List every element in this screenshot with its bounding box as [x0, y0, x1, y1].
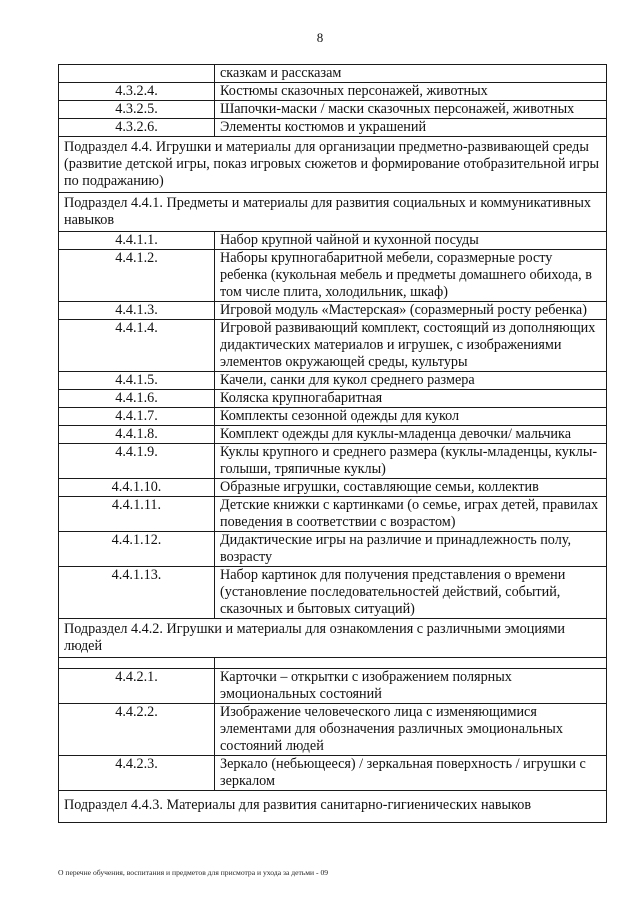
item-code: 4.3.2.6.: [59, 119, 215, 137]
item-code: 4.4.1.12.: [59, 532, 215, 567]
item-code: 4.3.2.5.: [59, 101, 215, 119]
table-row: [59, 567, 607, 619]
item-description: Изображение человеческого лица с изменяющимися элементами для обозначения различных эмоциональных состояний людей: [215, 704, 607, 756]
table-row: [59, 497, 607, 532]
table-row: [59, 479, 607, 497]
item-description: Комплекты сезонной одежды для кукол: [215, 408, 607, 426]
item-description: Карточки – открытки с изображением полярных эмоциональных состояний: [215, 669, 607, 704]
table-row: [59, 232, 607, 250]
item-description: Шапочки-маски / маски сказочных персонажей, животных: [215, 101, 607, 119]
table-row: [59, 426, 607, 444]
spacer-cell: [59, 658, 215, 669]
item-code: 4.4.2.1.: [59, 669, 215, 704]
item-code: 4.4.1.4.: [59, 320, 215, 372]
table-row: [59, 101, 607, 119]
section-heading-4-4-3: Подраздел 4.4.3. Материалы для развития санитарно-гигиенических навыков: [59, 791, 607, 823]
item-description: Дидактические игры на различие и принадлежность полу, возрасту: [215, 532, 607, 567]
section-row: [59, 193, 607, 232]
item-description: Образные игрушки, составляющие семьи, коллектив: [215, 479, 607, 497]
table-row: [59, 444, 607, 479]
item-description: Куклы крупного и среднего размера (куклы-младенцы, куклы-голыши, тряпичные куклы): [215, 444, 607, 479]
table-row: [59, 756, 607, 791]
item-code: 4.4.1.11.: [59, 497, 215, 532]
table-row: [59, 408, 607, 426]
table-row: [59, 390, 607, 408]
table-row: [59, 704, 607, 756]
equipment-table: [58, 64, 607, 823]
item-description: Костюмы сказочных персонажей, животных: [215, 83, 607, 101]
table-row: [59, 669, 607, 704]
item-code: 4.4.1.13.: [59, 567, 215, 619]
item-description: Коляска крупногабаритная: [215, 390, 607, 408]
item-code: 4.3.2.4.: [59, 83, 215, 101]
document-footer: О перечне обучения, воспитания и предметов для присмотра и ухода за детьми - 09: [58, 868, 329, 877]
item-description: Элементы костюмов и украшений: [215, 119, 607, 137]
section-row: [59, 137, 607, 193]
item-description: Зеркало (небьющееся) / зеркальная поверхность / игрушки с зеркалом: [215, 756, 607, 791]
item-description: сказкам и рассказам: [215, 65, 607, 83]
table-row: [59, 320, 607, 372]
item-description: Набор крупной чайной и кухонной посуды: [215, 232, 607, 250]
page-number: 8: [316, 30, 324, 45]
spacer-cell: [215, 658, 607, 669]
table-row: [59, 302, 607, 320]
table-row: [59, 250, 607, 302]
item-code: [59, 65, 215, 83]
item-code: 4.4.1.9.: [59, 444, 215, 479]
item-code: 4.4.1.3.: [59, 302, 215, 320]
item-code: 4.4.2.3.: [59, 756, 215, 791]
item-code: 4.4.1.10.: [59, 479, 215, 497]
item-code: 4.4.2.2.: [59, 704, 215, 756]
table-row: [59, 532, 607, 567]
item-code: 4.4.1.5.: [59, 372, 215, 390]
table-row: [59, 65, 607, 83]
item-description: Детские книжки с картинками (о семье, играх детей, правилах поведения в соответствии с возрастом): [215, 497, 607, 532]
section-heading-4-4-1: Подраздел 4.4.1. Предметы и материалы для развития социальных и коммуникативных навыков: [59, 193, 607, 232]
item-description: Игровой развивающий комплект, состоящий из дополняющих дидактических материалов и игрушек, с изображениями элементов окружающей среды, культуры: [215, 320, 607, 372]
item-code: 4.4.1.1.: [59, 232, 215, 250]
item-code: 4.4.1.8.: [59, 426, 215, 444]
section-heading-4-4: Подраздел 4.4. Игрушки и материалы для организации предметно-развивающей среды (развитие детской игры, показ игровых сюжетов и формирование отобразительной игры по подражанию): [59, 137, 607, 193]
table-row: [59, 119, 607, 137]
section-row: [59, 791, 607, 823]
item-code: 4.4.1.7.: [59, 408, 215, 426]
item-description: Наборы крупногабаритной мебели, соразмерные росту ребенка (кукольная мебель и предметы домашнего обихода, в том числе плита, холодильник, шкаф): [215, 250, 607, 302]
item-description: Игровой модуль «Мастерская» (соразмерный росту ребенка): [215, 302, 607, 320]
item-description: Комплект одежды для куклы-младенца девочки/ мальчика: [215, 426, 607, 444]
item-description: Качели, санки для кукол среднего размера: [215, 372, 607, 390]
table-row: [59, 372, 607, 390]
item-code: 4.4.1.2.: [59, 250, 215, 302]
section-row: [59, 619, 607, 658]
section-heading-4-4-2: Подраздел 4.4.2. Игрушки и материалы для ознакомления с различными эмоциями людей: [59, 619, 607, 658]
item-code: 4.4.1.6.: [59, 390, 215, 408]
table-row: [59, 83, 607, 101]
spacer-row: [59, 658, 607, 669]
item-description: Набор картинок для получения представления о времени (установление последовательностей действий, событий, сказочных и бытовых ситуаций): [215, 567, 607, 619]
